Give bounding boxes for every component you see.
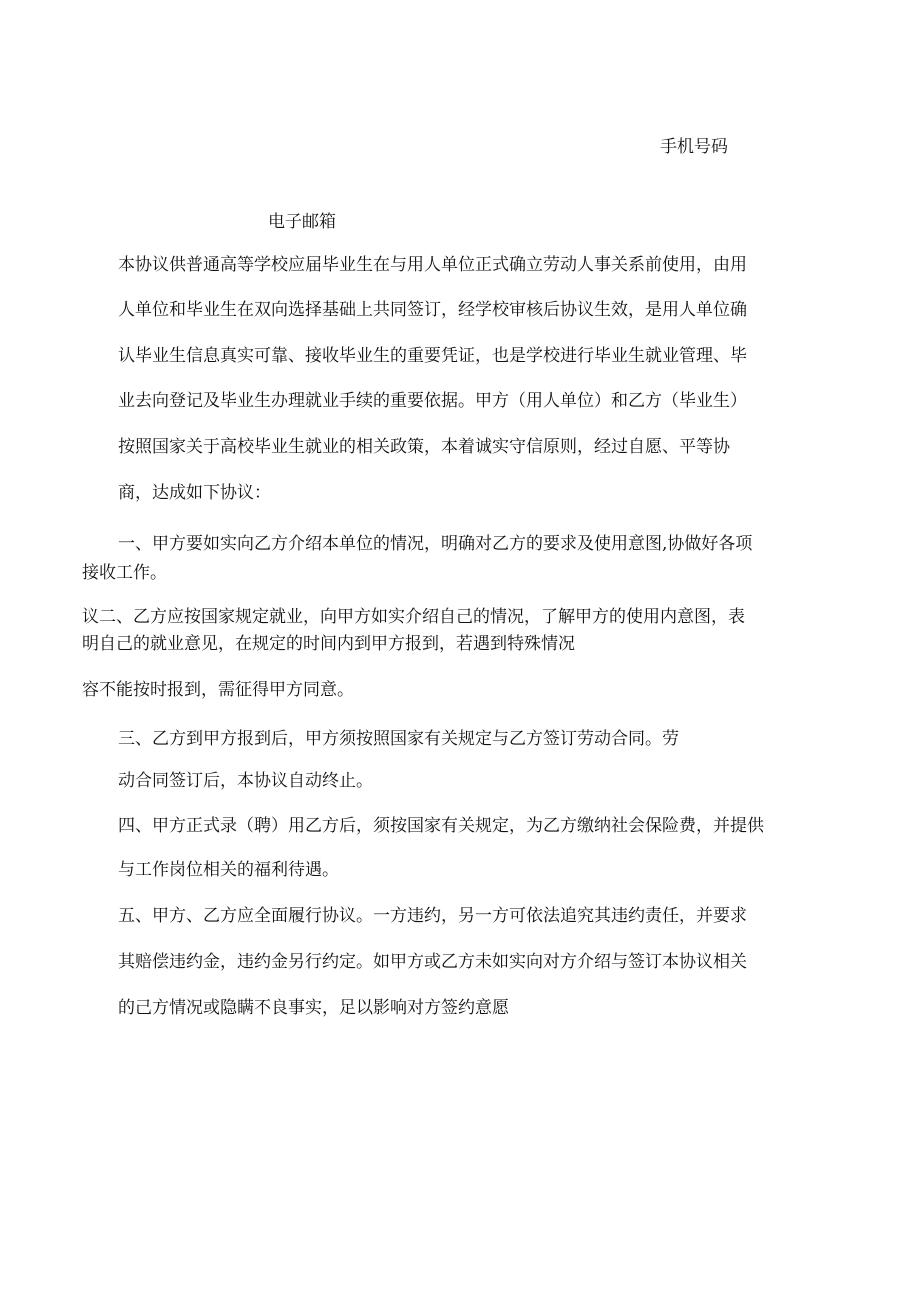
preamble-line: 人单位和毕业生在双向选择基础上共同签订，经学校审核后协议生效，是用人单位确 — [118, 300, 747, 320]
preamble-line: 认毕业生信息真实可靠、接收毕业生的重要凭证，也是学校进行毕业生就业管理、毕 — [118, 346, 747, 366]
clause-line: 五、甲方、乙方应全面履行协议。一方违约，另一方可依法追究其违约责任，并要求 — [118, 906, 747, 926]
phone-number-label: 手机号码 — [660, 137, 728, 157]
clause-line: 四、甲方正式录（聘）用乙方后，须按国家有关规定，为乙方缴纳社会保险费，并提供 — [118, 816, 764, 836]
clause-line: 接收工作。 — [82, 563, 167, 583]
preamble-line: 本协议供普通高等学校应届毕业生在与用人单位正式确立劳动人事关系前使用，由用 — [118, 255, 747, 275]
clause-line: 动合同签订后，本协议自动终止。 — [118, 771, 373, 791]
preamble-line: 业去向登记及毕业生办理就业手续的重要依据。甲方（用人单位）和乙方（毕业生） — [118, 391, 747, 411]
clause-line: 容不能按时报到，需征得甲方同意。 — [82, 680, 354, 700]
preamble-line: 按照国家关于高校毕业生就业的相关政策，本着诚实守信原则，经过自愿、平等协 — [118, 437, 730, 457]
clause-line: 三、乙方到甲方报到后，甲方须按照国家有关规定与乙方签订劳动合同。劳 — [118, 729, 679, 749]
clause-line: 议二、乙方应按国家规定就业，向甲方如实介绍自己的情况，了解甲方的使用内意图，表 — [82, 607, 745, 627]
clause-line: 的己方情况或隐瞒不良事实，足以影响对方签约意愿 — [118, 998, 509, 1018]
clause-line: 其赔偿违约金，违约金另行约定。如甲方或乙方未如实向对方介绍与签订本协议相关 — [118, 952, 747, 972]
preamble-line: 商，达成如下协议： — [118, 483, 271, 503]
clause-line: 一、甲方要如实向乙方介绍本单位的情况，明确对乙方的要求及使用意图,协做好各项 — [118, 534, 753, 554]
email-label: 电子邮箱 — [268, 212, 336, 232]
clause-line: 与工作岗位相关的福利待遇。 — [118, 860, 339, 880]
clause-line: 明自己的就业意见，在规定的时间内到甲方报到，若遇到特殊情况 — [82, 634, 575, 654]
